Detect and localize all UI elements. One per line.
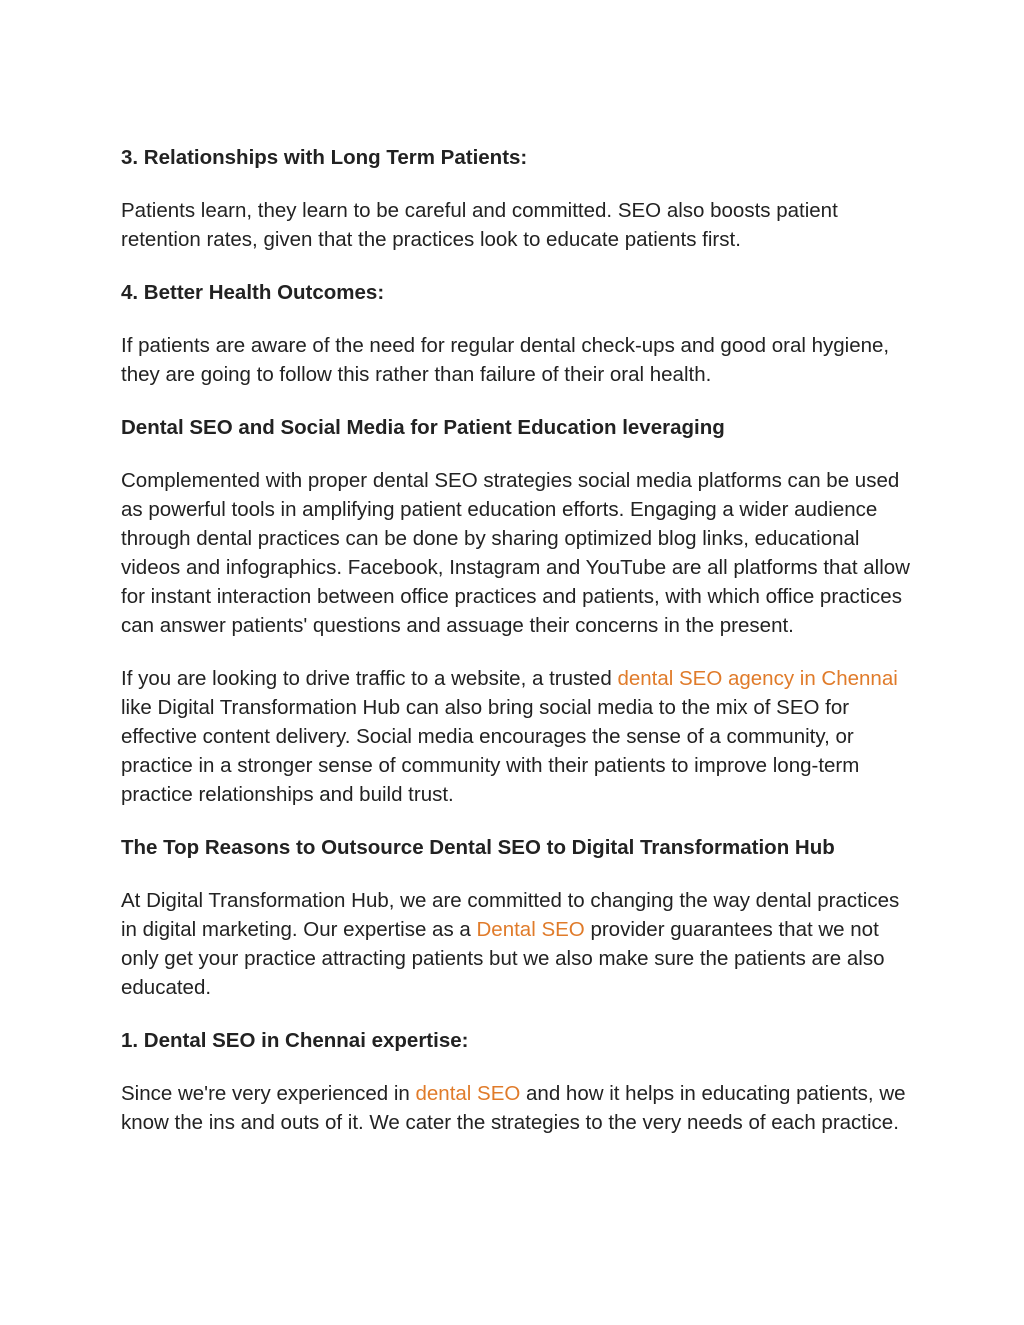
paragraph-expertise: [121, 1079, 911, 1137]
heading-relationships: 3. Relationships with Long Term Patients:: [121, 146, 528, 169]
paragraph-traffic-text-1: If you are looking to drive traffic to a website, a trusted: [121, 667, 618, 690]
dental-seo-agency-chennai-link[interactable]: dental SEO agency in Chennai: [617, 667, 898, 690]
paragraph-hub: [121, 886, 911, 1002]
heading-social-media: Dental SEO and Social Media for Patient Education leveraging: [121, 416, 725, 439]
heading-chennai-expertise: 1. Dental SEO in Chennai expertise:: [121, 1029, 469, 1052]
paragraph-expertise-text-1: Since we're very experienced in: [121, 1082, 416, 1105]
paragraph-hub-text-2: provider guarantees that we not only get your practice attracting patients but we also make sure the patients are also educated.: [121, 918, 885, 999]
dental-seo-link[interactable]: dental SEO: [415, 1082, 521, 1105]
heading-top-reasons: The Top Reasons to Outsource Dental SEO to Digital Transformation Hub: [121, 836, 835, 859]
paragraph-hub-text-1: At Digital Transformation Hub, we are committed to changing the way dental practices in digital marketing. Our expertise as a: [121, 889, 900, 941]
dental-seo-provider-link[interactable]: Dental SEO: [476, 918, 585, 941]
paragraph-expertise-text-2: and how it helps in educating patients, we know the ins and outs of it. We cater the strategies to the very needs of each practice.: [121, 1082, 906, 1134]
paragraph-health-outcomes: If patients are aware of the need for regular dental check-ups and good oral hygiene, they are going to follow this rather than failure of their oral health.: [121, 334, 890, 386]
document-page: [121, 143, 911, 1161]
heading-health-outcomes: 4. Better Health Outcomes:: [121, 281, 385, 304]
paragraph-traffic: [121, 664, 911, 809]
paragraph-relationships: Patients learn, they learn to be careful and committed. SEO also boosts patient retention rates, given that the practices look to educate patients first.: [121, 199, 838, 251]
paragraph-traffic-text-2: like Digital Transformation Hub can also bring social media to the mix of SEO for effective content delivery. Social media encourages the sense of a community, or practice in a stronger sense of community with their patients to improve long-term practice relationships and build trust.: [121, 696, 860, 806]
paragraph-social-media: Complemented with proper dental SEO strategies social media platforms can be used as powerful tools in amplifying patient education efforts. Engaging a wider audience through dental practices can be done by sharing optimized blog links, educational videos and infographics. Facebook, Instagram and YouTube are all platforms that allow for instant interaction between office practices and patients, with which office practices can answer patients' questions and assuage their concerns in the present.: [121, 469, 910, 637]
